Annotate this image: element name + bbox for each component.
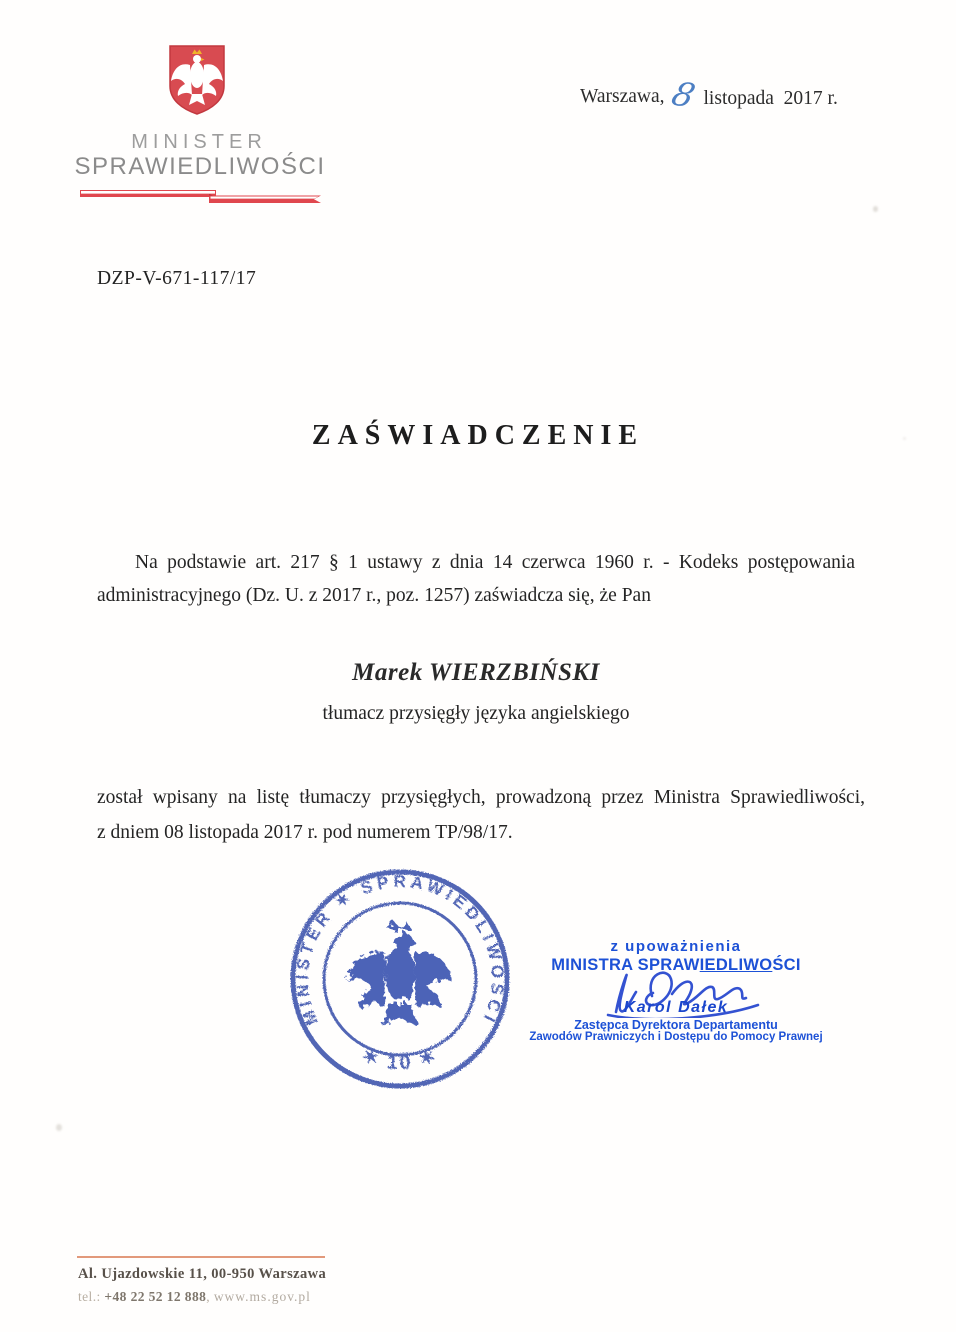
svg-text:✶ 10 ✶ xyxy=(358,1044,441,1074)
date-line xyxy=(580,74,900,115)
signer-title-line1: Zastępca Dyrektora Departamentu xyxy=(574,1018,778,1032)
paragraph2-line1: został wpisany na listę tłumaczy przysięgłych, prowadzoną przez Ministra Sprawiedliwości, xyxy=(97,787,865,808)
footer-separator: , xyxy=(206,1289,214,1304)
scan-speck xyxy=(903,437,906,440)
document-title: ZAŚWIADCZENIE xyxy=(311,420,645,451)
ministry-name-line1: MINISTER xyxy=(131,131,267,153)
stamp-eagle-icon xyxy=(348,921,452,1026)
paragraph1-line1: Na podstawie art. 217 § 1 ustawy z dnia 14 czerwca 1960 r. - Kodeks postępowania xyxy=(135,552,855,573)
handwritten-day: 8 xyxy=(666,74,700,115)
footer-address: Al. Ujazdowskie 11, 00-950 Warszawa xyxy=(78,1266,327,1282)
polish-eagle-crest-icon xyxy=(166,44,228,116)
footer-tel-number: +48 22 52 12 888 xyxy=(104,1289,207,1304)
date-rest: listopada 2017 r. xyxy=(703,88,838,109)
signer-title-line2: Zawodów Prawniczych i Dostępu do Pomocy Prawnej xyxy=(529,1031,823,1043)
footer-rule xyxy=(77,1256,325,1258)
scan-speck xyxy=(873,206,878,212)
paragraph2-line2: z dniem 08 listopada 2017 r. pod numerem TP/98/17. xyxy=(97,822,513,843)
reference-number: DZP-V-671-117/17 xyxy=(97,268,257,289)
stamp-number-text: ✶ 10 ✶ xyxy=(358,1044,442,1075)
authorization-line2-post: ŚCI xyxy=(772,956,801,974)
footer-contact xyxy=(78,1289,311,1305)
person-name: Marek WIERZBIŃSKI xyxy=(352,659,600,686)
flag-ribbon-icon xyxy=(78,189,324,205)
date-city: Warszawa, xyxy=(580,86,665,107)
stamp-ring-text: MINISTER ✶ SPRAWIEDLIWOŚCI xyxy=(292,871,508,1029)
authorization-line2-pre: MINISTRA SPRAW xyxy=(551,956,700,974)
ministry-round-stamp xyxy=(286,868,518,1094)
ministry-name-line2: SPRAWIEDLIWOŚCI xyxy=(74,153,326,180)
scan-speck xyxy=(56,1124,62,1131)
authorization-line2-underlined: IEDLIWO xyxy=(699,956,773,974)
authorization-line1: z upoważnienia xyxy=(610,938,742,955)
person-role: tłumacz przysięgły języka angielskiego xyxy=(322,703,630,724)
paragraph1-line2: administracyjnego (Dz. U. z 2017 r., poz. 1257) zaświadcza się, że Pan xyxy=(97,585,651,606)
footer-website: www.ms.gov.pl xyxy=(213,1289,311,1304)
signer-name: Karol Dałek xyxy=(623,999,729,1016)
footer-tel-label: tel.: xyxy=(78,1289,105,1304)
